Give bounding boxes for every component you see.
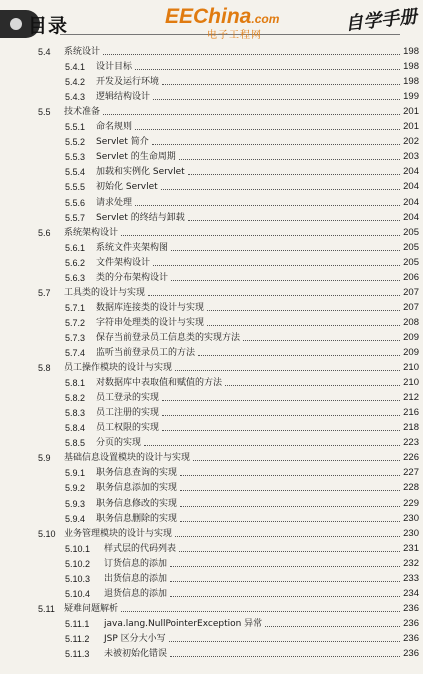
toc-number: 5.7.2	[65, 317, 86, 328]
toc-leader	[180, 506, 400, 507]
toc-leader	[121, 611, 400, 612]
toc-title: 员工操作模块的设计与实现	[64, 363, 173, 374]
toc-title: 基础信息设置模块的设计与实现	[64, 453, 191, 464]
toc-title: 开发及运行环境	[96, 77, 160, 88]
toc-page-number: 236	[403, 617, 419, 629]
watermark	[165, 6, 279, 41]
toc-page-number: 199	[403, 91, 419, 103]
toc-page-number: 218	[403, 422, 419, 434]
toc-leader	[169, 641, 400, 642]
toc-number: 5.9.1	[65, 468, 86, 479]
toc-page-number: 207	[403, 301, 419, 313]
toc-title: 技术准备	[64, 107, 101, 118]
toc-leader	[265, 626, 400, 627]
toc-leader	[121, 235, 400, 236]
toc-title: 对数据库中表取值和赋值的方法	[96, 378, 223, 389]
toc-page-number: 228	[403, 482, 419, 494]
toc-number: 5.8.1	[65, 378, 86, 389]
toc-leader	[175, 536, 400, 537]
toc-number: 5.10.1	[65, 543, 91, 554]
toc-page-number: 236	[403, 648, 419, 659]
toc-leader	[135, 205, 400, 206]
toc-number: 5.7	[38, 287, 51, 298]
toc-number: 5.7.3	[65, 332, 86, 343]
toc-title: 员工权限的实现	[96, 423, 160, 434]
toc-leader	[207, 310, 400, 311]
toc-number: 5.5.5	[65, 182, 86, 193]
toc-title: 系统架构设计	[64, 227, 119, 238]
toc-title: 类的分布架构设计	[96, 272, 169, 283]
toc-page-number: 198	[403, 76, 419, 88]
toc-title: 分页的实现	[96, 438, 142, 449]
toc-page-number: 236	[403, 602, 419, 614]
toc-leader	[135, 69, 400, 70]
toc-page-number: 210	[403, 377, 419, 389]
toc-page-number: 227	[403, 467, 419, 479]
toc-title: 加载和实例化 Servlet	[96, 167, 185, 178]
toc-page-number: 201	[403, 106, 419, 118]
toc-title: 请求处理	[96, 197, 133, 208]
toc-page-number: 223	[403, 437, 419, 449]
toc-number: 5.5.6	[65, 197, 86, 208]
toc-number: 5.8.4	[65, 423, 86, 434]
toc-title: 样式层的代码列表	[104, 543, 177, 554]
toc-title: Servlet 简介	[96, 137, 149, 148]
toc-number: 5.8.3	[65, 408, 86, 419]
toc-title: 疑难问题解析	[64, 603, 119, 614]
header-bullet-icon	[10, 18, 22, 30]
toc-number: 5.8.5	[65, 438, 86, 449]
toc-leader	[198, 355, 400, 356]
toc-title: 职务信息修改的实现	[96, 498, 178, 509]
toc-number: 5.9.3	[65, 498, 86, 509]
toc-page-number: 230	[403, 512, 419, 524]
toc-number: 5.4.2	[65, 77, 86, 88]
toc-number: 5.10.2	[65, 558, 91, 569]
toc-title: 未被初始化错误	[104, 649, 168, 659]
toc-leader	[153, 99, 400, 100]
toc-number: 5.5.1	[65, 122, 86, 133]
toc-number: 5.9	[38, 453, 51, 464]
toc-page-number: 205	[403, 226, 419, 238]
toc-title: Servlet 的生命周期	[96, 152, 176, 163]
toc-title: 业务管理模块的设计与实现	[64, 528, 173, 539]
toc-page-number: 209	[403, 331, 419, 343]
toc-page-number: 236	[403, 632, 419, 644]
toc-title: 字符串处理类的设计与实现	[96, 317, 205, 328]
toc-number: 5.5	[38, 107, 51, 118]
toc-leader	[135, 129, 400, 130]
toc-title: 职务信息添加的实现	[96, 483, 178, 494]
toc-page-number: 204	[403, 211, 419, 223]
toc-page-number: 203	[403, 151, 419, 163]
toc-number: 5.5.2	[65, 137, 86, 148]
toc-leader	[162, 415, 400, 416]
brand-logo: 自学手册	[344, 6, 419, 35]
toc-number: 5.4	[38, 47, 51, 57]
toc-title: 出货信息的添加	[104, 573, 168, 584]
toc-leader	[180, 475, 400, 476]
toc-number: 5.10.4	[65, 588, 91, 599]
watermark-sub: 电子工程网	[207, 30, 262, 41]
toc-page-number: 198	[403, 61, 419, 73]
toc-page-number: 206	[403, 271, 419, 283]
toc-page-number: 229	[403, 497, 419, 509]
toc-number: 5.7.1	[65, 302, 86, 313]
toc-number: 5.6.1	[65, 242, 86, 253]
toc-title: 监听当前登录员工的方法	[96, 348, 196, 358]
watermark-main: EEChina	[165, 5, 252, 28]
toc-number: 5.10.3	[65, 573, 91, 584]
page-header	[0, 0, 423, 40]
toc-number: 5.4.1	[65, 62, 86, 73]
toc-title: 数据库连接类的设计与实现	[96, 302, 205, 313]
toc-title: 系统文件夹架构图	[96, 242, 169, 253]
toc-page-number: 201	[403, 121, 419, 133]
toc-leader	[180, 521, 400, 522]
toc-title: 员工注册的实现	[96, 408, 160, 419]
toc-title: 系统设计	[64, 47, 101, 57]
toc-subsection[interactable]	[0, 644, 423, 664]
toc-leader	[180, 490, 400, 491]
watermark-domain: .com	[251, 12, 280, 26]
toc-leader	[103, 114, 400, 115]
toc-page-number: 231	[403, 542, 419, 554]
toc-title: 职务信息查询的实现	[96, 468, 178, 479]
toc-leader	[144, 445, 400, 446]
toc-number: 5.11.3	[65, 649, 90, 659]
toc-leader	[243, 340, 400, 341]
toc-page-number: 204	[403, 181, 419, 193]
toc-leader	[170, 596, 400, 597]
toc-leader	[171, 280, 400, 281]
toc-number: 5.5.7	[65, 212, 86, 223]
toc-page-number: 202	[403, 136, 419, 148]
toc-title: 文件架构设计	[96, 257, 151, 268]
toc-leader	[179, 159, 400, 160]
toc-number: 5.6.3	[65, 272, 86, 283]
toc-title: java.lang.NullPointerException 异常	[104, 618, 263, 629]
toc-number: 5.6.2	[65, 257, 86, 268]
toc-page-number: 210	[403, 362, 419, 374]
toc-number: 5.8	[38, 363, 51, 374]
toc-page-number: 209	[403, 347, 419, 358]
toc-number: 5.9.4	[65, 513, 86, 524]
toc-number: 5.10	[38, 528, 56, 539]
toc-leader	[148, 295, 400, 296]
toc-leader	[162, 400, 400, 401]
toc-title: Servlet 的终结与卸载	[96, 212, 185, 223]
toc-number: 5.8.2	[65, 393, 86, 404]
toc-page-number: 230	[403, 527, 419, 539]
toc-leader	[162, 430, 400, 431]
toc-number: 5.7.4	[65, 348, 86, 358]
toc-number: 5.4.3	[65, 92, 86, 103]
toc-number: 5.11.2	[65, 633, 90, 644]
toc-leader	[171, 250, 400, 251]
toc-leader	[161, 189, 400, 190]
toc-page-number: 207	[403, 286, 419, 298]
toc-number: 5.6	[38, 227, 51, 238]
toc-title: 初始化 Servlet	[96, 182, 158, 193]
toc-leader	[103, 54, 400, 55]
toc-page-number: 216	[403, 407, 419, 419]
toc-number: 5.11	[38, 603, 55, 614]
toc-page-number: 226	[403, 452, 419, 464]
toc-leader	[188, 220, 400, 221]
toc-leader	[170, 581, 400, 582]
toc-title: 订货信息的添加	[104, 558, 168, 569]
toc-page-number: 212	[403, 392, 419, 404]
toc-title: 工具类的设计与实现	[64, 287, 146, 298]
toc-leader	[179, 551, 400, 552]
toc-number: 5.11.1	[65, 618, 90, 629]
toc-title: 设计目标	[96, 62, 133, 73]
toc-page-number: 232	[403, 557, 419, 569]
toc-title: 职务信息删除的实现	[96, 513, 178, 524]
toc-page-number: 233	[403, 572, 419, 584]
page-title: 目录	[28, 15, 69, 37]
toc-number: 5.9.2	[65, 483, 86, 494]
toc-title: 退货信息的添加	[104, 588, 168, 599]
toc-title: 命名规则	[96, 122, 133, 133]
toc-number: 5.5.4	[65, 167, 86, 178]
toc-title: 员工登录的实现	[96, 393, 160, 404]
toc-page-number: 204	[403, 196, 419, 208]
toc-title: 保存当前登录员工信息类的实现方法	[96, 332, 241, 343]
toc-leader	[188, 174, 400, 175]
toc-title: JSP 区分大小写	[104, 633, 166, 644]
toc-leader	[170, 656, 400, 657]
toc-title: 逻辑结构设计	[96, 92, 151, 103]
toc-leader	[153, 265, 400, 266]
toc-leader	[162, 84, 400, 85]
toc-page-number: 208	[403, 316, 419, 328]
toc-leader	[175, 370, 400, 371]
toc-leader	[193, 460, 400, 461]
toc-leader	[152, 144, 400, 145]
toc-page-number: 204	[403, 166, 419, 178]
toc-leader	[225, 385, 400, 386]
toc-page-number: 205	[403, 241, 419, 253]
toc-leader	[207, 325, 400, 326]
toc-page-number: 198	[403, 46, 419, 57]
toc-page-number: 234	[403, 587, 419, 599]
toc-number: 5.5.3	[65, 152, 86, 163]
toc-leader	[170, 566, 400, 567]
toc-page-number: 205	[403, 256, 419, 268]
